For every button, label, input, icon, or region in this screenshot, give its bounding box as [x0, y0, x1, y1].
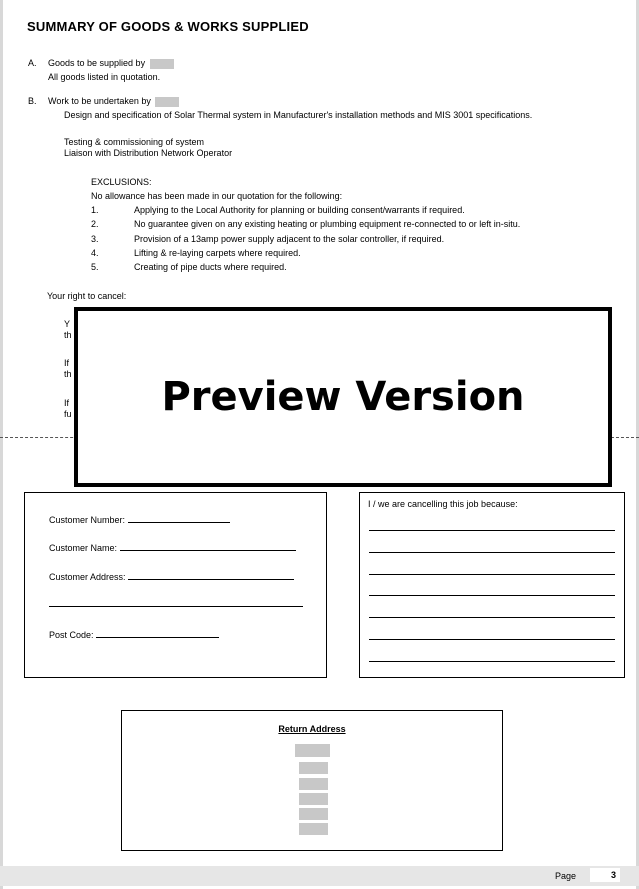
post-code-field[interactable]	[96, 628, 219, 638]
customer-name-row	[49, 541, 296, 554]
customer-address-line-2[interactable]	[49, 606, 303, 607]
redacted-name	[150, 59, 174, 69]
section-b-marker: B.	[28, 96, 37, 106]
reason-line[interactable]	[369, 661, 615, 662]
cancellation-reason-box	[359, 492, 625, 678]
post-code-label: Post Code:	[49, 630, 94, 640]
page-edge-left	[0, 0, 3, 889]
customer-number-row	[49, 513, 230, 526]
page-number: 3	[590, 868, 620, 882]
cancellation-reason-label: I / we are cancelling this job because:	[368, 499, 518, 509]
section-b-heading	[48, 96, 179, 107]
page-label: Page	[555, 871, 577, 881]
redacted-address-line	[295, 744, 330, 757]
redacted-address-line	[299, 823, 328, 835]
reason-line[interactable]	[369, 617, 615, 618]
section-b-line: Design and specification of Solar Thermal system in Manufacturer's installation methods and MIS 3001 specifications.	[64, 110, 533, 120]
redacted-address-line	[299, 762, 328, 774]
customer-number-field[interactable]	[128, 513, 230, 523]
preview-watermark	[74, 307, 612, 487]
section-a-line: All goods listed in quotation.	[48, 72, 161, 82]
exclusions-intro: No allowance has been made in our quotation for the following:	[91, 191, 343, 201]
exclusions-heading: EXCLUSIONS:	[91, 177, 152, 187]
document-title: SUMMARY OF GOODS & WORKS SUPPLIED	[27, 19, 309, 34]
section-b-line: Testing & commissioning of system	[64, 137, 205, 147]
exclusion-number: 5.	[91, 262, 99, 272]
reason-line[interactable]	[369, 530, 615, 531]
cancel-text-fragment: If	[64, 398, 70, 408]
customer-address-field[interactable]	[128, 570, 294, 580]
redacted-address-line	[299, 808, 328, 820]
exclusion-text: No guarantee given on any existing heating or plumbing equipment re-connected to or left in-situ.	[134, 219, 521, 229]
customer-address-label: Customer Address:	[49, 572, 126, 582]
customer-number-label: Customer Number:	[49, 515, 126, 525]
section-b-line: Liaison with Distribution Network Operator	[64, 148, 233, 158]
exclusion-text: Lifting & re-laying carpets where required.	[134, 248, 301, 258]
exclusion-text: Applying to the Local Authority for planning or building consent/warrants if required.	[134, 205, 465, 215]
exclusion-text: Provision of a 13amp power supply adjacent to the solar controller, if required.	[134, 234, 445, 244]
page-footer	[0, 866, 639, 886]
exclusion-number: 2.	[91, 219, 99, 229]
exclusion-number: 3.	[91, 234, 99, 244]
redacted-address-line	[299, 793, 328, 805]
section-b-heading-text: Work to be undertaken by	[48, 96, 151, 106]
customer-name-label: Customer Name:	[49, 543, 118, 553]
cancel-text-fragment: If	[64, 358, 70, 368]
cancel-text-fragment: th	[64, 369, 72, 379]
redacted-address-line	[299, 778, 328, 790]
exclusion-number: 4.	[91, 248, 99, 258]
return-address-box	[121, 710, 503, 851]
section-a-heading-text: Goods to be supplied by	[48, 58, 146, 68]
cancel-text-fragment: fu	[64, 409, 72, 419]
customer-address-row	[49, 570, 294, 583]
cancel-text-fragment: th	[64, 330, 72, 340]
exclusion-number: 1.	[91, 205, 99, 215]
reason-line[interactable]	[369, 552, 615, 553]
section-a-heading	[48, 58, 174, 69]
cancel-text-fragment: Y	[64, 319, 71, 329]
exclusion-text: Creating of pipe ducts where required.	[134, 262, 287, 272]
customer-name-field[interactable]	[120, 541, 296, 551]
reason-line[interactable]	[369, 574, 615, 575]
section-a-marker: A.	[28, 58, 37, 68]
redacted-name	[155, 97, 179, 107]
cancel-heading: Your right to cancel:	[47, 291, 127, 301]
customer-details-box	[24, 492, 327, 678]
reason-line[interactable]	[369, 639, 615, 640]
reason-line[interactable]	[369, 595, 615, 596]
return-address-heading: Return Address	[278, 724, 346, 734]
post-code-row	[49, 628, 219, 641]
preview-label: Preview Version	[161, 374, 525, 420]
